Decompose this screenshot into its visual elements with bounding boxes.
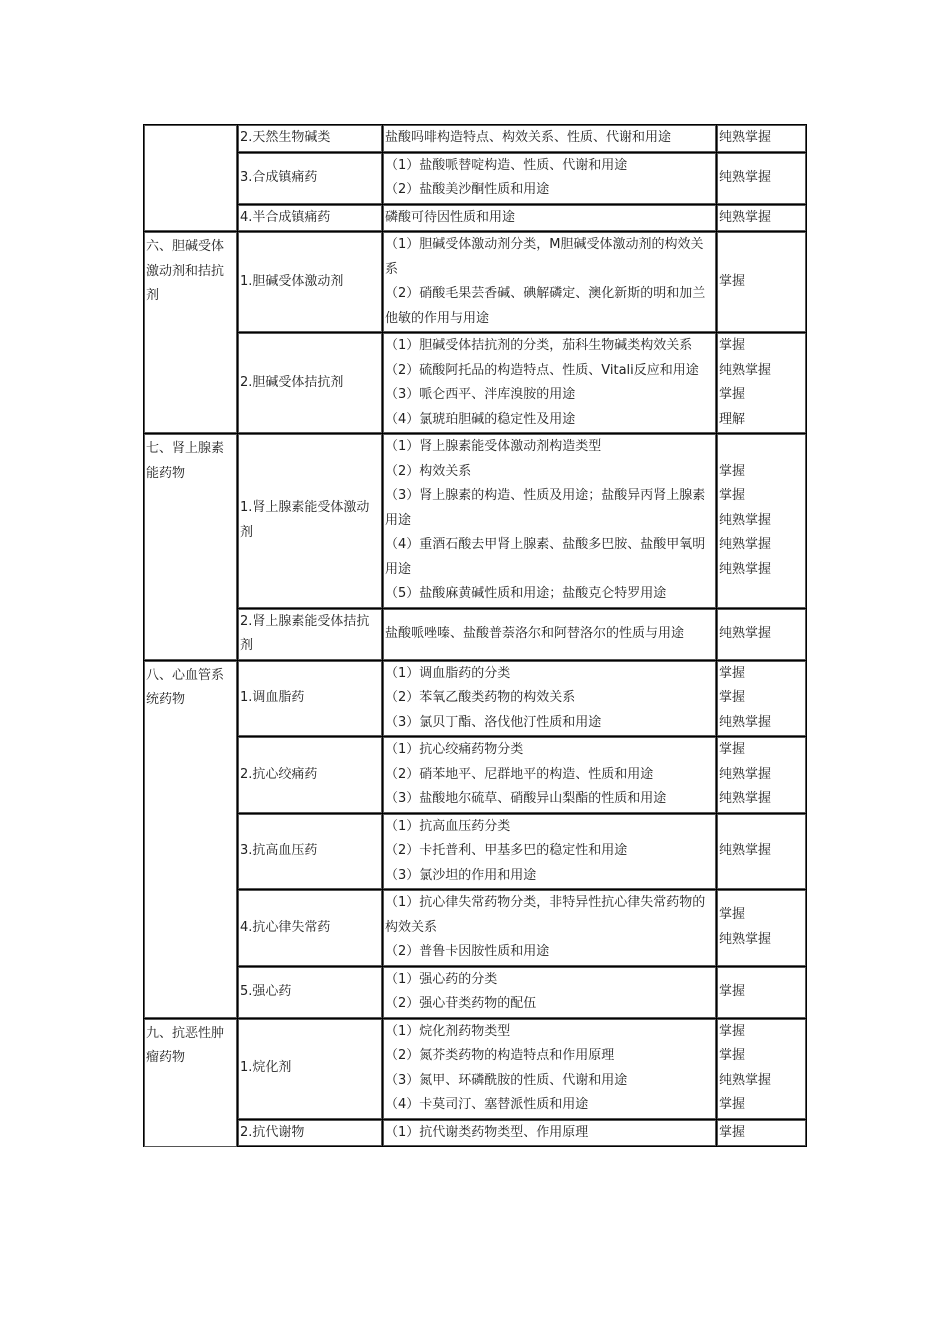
- requirement-level: 掌握: [719, 488, 746, 503]
- table-row: [144, 232, 807, 333]
- requirement-level: 掌握: [719, 1124, 746, 1140]
- unit-title: 九、抗恶性肿瘤药物: [146, 1025, 225, 1065]
- level-cell: [717, 434, 807, 609]
- content-item: （3）氯沙坦的作用和用途: [385, 867, 537, 883]
- unit-cell: [144, 660, 238, 1018]
- content-item: （3）氮甲、环磷酰胺的性质、代谢和用途: [385, 1072, 628, 1088]
- level-cell: [717, 333, 807, 434]
- content-item: 盐酸吗啡构造特点、构效关系、性质、代谢和用途: [385, 130, 672, 145]
- content-cell: [383, 152, 717, 204]
- topic-cell: 1.胆碱受体激动剂: [238, 232, 383, 333]
- requirement-level: 纯熟掌握: [719, 625, 772, 641]
- requirement-level: 掌握: [719, 463, 746, 479]
- content-item: （2）普鲁卡因胺性质和用途: [385, 944, 550, 959]
- content-item: （1）抗心绞痛药物分类: [385, 742, 524, 757]
- content-item: （1）胆碱受体拮抗剂的分类，茄科生物碱类构效关系: [385, 338, 693, 353]
- content-item: （4）卡莫司汀、塞替派性质和用途: [385, 1097, 589, 1112]
- topic-cell: 2.天然生物碱类: [238, 125, 383, 153]
- content-cell: [383, 737, 717, 814]
- content-item: （3）哌仑西平、泮库溴胺的用途: [385, 387, 576, 402]
- level-cell: [717, 660, 807, 737]
- table-row: [144, 434, 807, 609]
- level-cell: [717, 966, 807, 1018]
- topic-cell: 1.调血脂药: [238, 660, 383, 737]
- content-item: （1）抗高血压药分类: [385, 818, 511, 834]
- content-cell: [383, 890, 717, 967]
- content-cell: [383, 125, 717, 153]
- requirement-level: 纯熟掌握: [719, 537, 772, 552]
- requirement-level: 纯熟掌握: [719, 130, 772, 145]
- content-item: （1）强心药的分类: [385, 971, 498, 987]
- content-cell: [383, 966, 717, 1018]
- requirement-level: 纯熟掌握: [719, 843, 772, 858]
- topic-cell: 5.强心药: [238, 966, 383, 1018]
- content-item: （2）硝酸毛果芸香碱、碘解磷定、澳化新斯的明和加兰他敏的作用与用途: [385, 286, 706, 326]
- content-item: （2）卡托普利、甲基多巴的稳定性和用途: [385, 843, 628, 858]
- content-item: （1）胆碱受体激动剂分类，M胆碱受体激动剂的构效关系: [385, 237, 704, 277]
- content-item: （3）盐酸地尔硫草、硝酸异山梨酯的性质和用途: [385, 791, 667, 806]
- content-item: （2）强心苷类药物的配伍: [385, 996, 537, 1011]
- requirement-level: 纯熟掌握: [719, 169, 772, 185]
- table-row: [144, 204, 807, 232]
- table-row: [144, 333, 807, 434]
- requirement-level: 纯熟掌握: [719, 714, 772, 730]
- content-item: （3）肾上腺素的构造、性质及用途；盐酸异丙肾上腺素用途: [385, 488, 706, 528]
- requirement-level: 掌握: [719, 1097, 746, 1112]
- requirement-level: 掌握: [719, 907, 746, 923]
- content-cell: [383, 232, 717, 333]
- syllabus-table: [143, 124, 807, 1147]
- requirement-level: 掌握: [719, 1048, 746, 1063]
- content-item: （2）盐酸美沙酮性质和用途: [385, 182, 550, 197]
- unit-title: 七、肾上腺素能药物: [146, 441, 225, 481]
- requirement-level: 掌握: [719, 742, 746, 757]
- table-row: [144, 660, 807, 737]
- table-row: [144, 1119, 807, 1147]
- requirement-level: 掌握: [719, 1023, 746, 1039]
- content-item: 磷酸可待因性质和用途: [385, 209, 516, 225]
- content-item: （3）氯贝丁酯、洛伐他汀性质和用途: [385, 714, 602, 730]
- topic-cell: 2.肾上腺素能受体拮抗剂: [238, 608, 383, 660]
- table-row: [144, 813, 807, 890]
- requirement-level: 掌握: [719, 690, 746, 705]
- content-cell: [383, 1018, 717, 1119]
- requirement-level: 纯熟掌握: [719, 791, 772, 806]
- table-row: [144, 1018, 807, 1119]
- table-row: [144, 608, 807, 660]
- content-item: （2）苯氧乙酸类药物的构效关系: [385, 690, 576, 705]
- level-cell: [717, 232, 807, 333]
- table-row: [144, 125, 807, 153]
- unit-title: [146, 126, 235, 128]
- table-row: [144, 152, 807, 204]
- content-item: （2）构效关系: [385, 463, 472, 479]
- requirement-level: 纯熟掌握: [719, 561, 772, 577]
- requirement-level: 纯熟掌握: [719, 1072, 772, 1088]
- requirement-level: 纯熟掌握: [719, 362, 772, 378]
- requirement-level: 掌握: [719, 665, 746, 681]
- requirement-level: 掌握: [719, 338, 746, 353]
- content-item: （1）抗代谢类药物类型、作用原理: [385, 1124, 589, 1140]
- requirement-level: 纯熟掌握: [719, 931, 772, 947]
- requirement-level: 掌握: [719, 387, 746, 402]
- table-row: [144, 966, 807, 1018]
- requirement-level: 理解: [719, 411, 746, 427]
- topic-cell: 4.半合成镇痛药: [238, 204, 383, 232]
- level-cell: [717, 1119, 807, 1147]
- content-item: （2）硫酸阿托品的构造特点、性质、Vitali反应和用途: [385, 362, 699, 378]
- content-item: （1）盐酸哌替啶构造、性质、代谢和用途: [385, 157, 628, 173]
- unit-title: 八、心血管系统药物: [146, 667, 225, 707]
- content-item: （4）氯琥珀胆碱的稳定性及用途: [385, 411, 576, 427]
- content-item: （2）硝苯地平、尼群地平的构造、性质和用途: [385, 766, 654, 782]
- content-item: （1）抗心律失常药物分类，非特异性抗心律失常药物的构效关系: [385, 895, 706, 935]
- unit-cell: [144, 232, 238, 434]
- syllabus-body: [144, 125, 807, 1147]
- content-cell: [383, 204, 717, 232]
- level-cell: [717, 608, 807, 660]
- level-cell: [717, 204, 807, 232]
- topic-cell: 4.抗心律失常药: [238, 890, 383, 967]
- level-cell: [717, 125, 807, 153]
- level-cell: [717, 152, 807, 204]
- content-item: 盐酸哌唑嗪、盐酸普萘洛尔和阿替洛尔的性质与用途: [385, 625, 685, 641]
- unit-cell: [144, 125, 238, 232]
- requirement-level: 掌握: [719, 983, 746, 999]
- requirement-level: 纯熟掌握: [719, 512, 772, 528]
- topic-cell: 1.烷化剂: [238, 1018, 383, 1119]
- level-cell: [717, 813, 807, 890]
- level-cell: [717, 737, 807, 814]
- unit-cell: [144, 1018, 238, 1147]
- content-cell: [383, 608, 717, 660]
- content-item: （1）肾上腺素能受体激动剂构造类型: [385, 439, 602, 454]
- content-item: （4）重酒石酸去甲肾上腺素、盐酸多巴胺、盐酸甲氧明用途: [385, 537, 706, 577]
- topic-cell: 2.胆碱受体拮抗剂: [238, 333, 383, 434]
- content-cell: [383, 813, 717, 890]
- unit-title: 六、胆碱受体激动剂和拮抗剂: [146, 239, 225, 303]
- requirement-level: 纯熟掌握: [719, 209, 772, 225]
- requirement-level: 纯熟掌握: [719, 766, 772, 782]
- topic-cell: 3.抗高血压药: [238, 813, 383, 890]
- content-item: （1）调血脂药的分类: [385, 665, 511, 681]
- unit-cell: [144, 434, 238, 661]
- content-item: （5）盐酸麻黄碱性质和用途；盐酸克仑特罗用途: [385, 586, 667, 601]
- table-row: [144, 890, 807, 967]
- content-item: （1）烷化剂药物类型: [385, 1023, 511, 1039]
- content-cell: [383, 1119, 717, 1147]
- topic-cell: 2.抗代谢物: [238, 1119, 383, 1147]
- level-cell: [717, 1018, 807, 1119]
- content-cell: [383, 434, 717, 609]
- table-row: [144, 737, 807, 814]
- topic-cell: 1.肾上腺素能受体激动剂: [238, 434, 383, 609]
- requirement-level: 掌握: [719, 273, 746, 289]
- topic-cell: 2.抗心绞痛药: [238, 737, 383, 814]
- topic-cell: 3.合成镇痛药: [238, 152, 383, 204]
- level-cell: [717, 890, 807, 967]
- content-cell: [383, 660, 717, 737]
- content-item: （2）氮芥类药物的构造特点和作用原理: [385, 1048, 615, 1063]
- content-cell: [383, 333, 717, 434]
